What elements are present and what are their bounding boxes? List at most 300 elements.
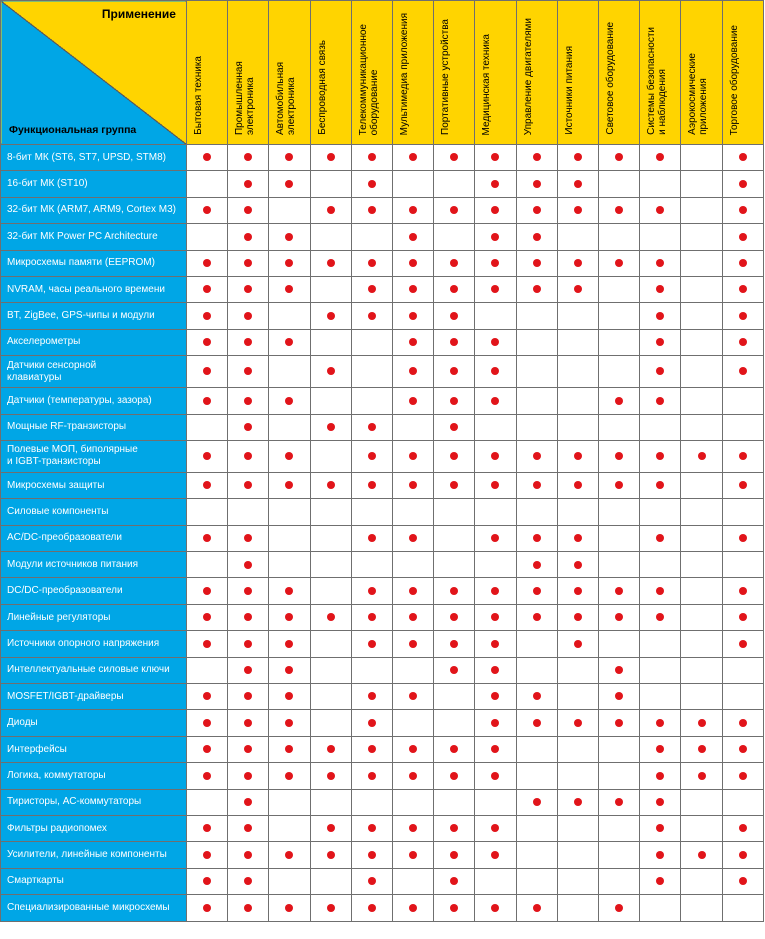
application-dot-icon — [739, 772, 747, 780]
matrix-cell — [228, 145, 269, 171]
application-dot-icon — [203, 312, 211, 320]
application-dot-icon — [491, 180, 499, 188]
matrix-cell — [392, 303, 433, 329]
matrix-cell — [681, 499, 722, 525]
matrix-cell — [434, 414, 475, 440]
table-row — [1, 145, 764, 171]
application-dot-icon — [327, 481, 335, 489]
application-dot-icon — [491, 534, 499, 542]
application-dot-icon — [739, 285, 747, 293]
matrix-cell — [392, 197, 433, 223]
column-header-label: Системы безопасности и наблюдения — [646, 27, 669, 135]
column-header — [681, 1, 722, 145]
matrix-cell — [516, 414, 557, 440]
application-dot-icon — [574, 561, 582, 569]
matrix-cell — [475, 440, 516, 472]
matrix-cell — [186, 684, 227, 710]
application-dot-icon — [533, 613, 541, 621]
table-row — [1, 356, 764, 388]
matrix-cell — [351, 763, 392, 789]
matrix-cell — [599, 895, 640, 921]
matrix-cell — [475, 631, 516, 657]
application-dot-icon — [656, 481, 664, 489]
matrix-cell — [557, 657, 598, 683]
matrix-cell — [269, 789, 310, 815]
matrix-cell — [640, 710, 681, 736]
matrix-cell — [599, 250, 640, 276]
column-header — [557, 1, 598, 145]
application-dot-icon — [491, 233, 499, 241]
matrix-cell — [475, 789, 516, 815]
matrix-cell — [516, 440, 557, 472]
row-label: Фильтры радиопомех — [1, 815, 187, 841]
matrix-cell — [351, 250, 392, 276]
row-label: 8-бит МК (ST6, ST7, UPSD, STM8) — [1, 145, 187, 171]
application-dot-icon — [368, 206, 376, 214]
application-dot-icon — [450, 153, 458, 161]
matrix-cell — [269, 815, 310, 841]
application-dot-icon — [656, 153, 664, 161]
application-dot-icon — [450, 745, 458, 753]
table-row — [1, 657, 764, 683]
matrix-cell — [351, 842, 392, 868]
application-dot-icon — [533, 233, 541, 241]
matrix-cell — [681, 552, 722, 578]
application-dot-icon — [368, 877, 376, 885]
application-dot-icon — [615, 904, 623, 912]
matrix-cell — [681, 440, 722, 472]
matrix-cell — [228, 631, 269, 657]
application-dot-icon — [368, 692, 376, 700]
application-dot-icon — [491, 772, 499, 780]
application-dot-icon — [327, 153, 335, 161]
matrix-cell — [269, 414, 310, 440]
matrix-cell — [681, 197, 722, 223]
application-dot-icon — [368, 851, 376, 859]
application-dot-icon — [533, 798, 541, 806]
application-dot-icon — [533, 719, 541, 727]
matrix-cell — [434, 631, 475, 657]
application-dot-icon — [450, 338, 458, 346]
table-row — [1, 250, 764, 276]
matrix-cell — [228, 250, 269, 276]
application-dot-icon — [285, 153, 293, 161]
application-dot-icon — [450, 312, 458, 320]
matrix-cell — [186, 303, 227, 329]
matrix-cell — [434, 356, 475, 388]
matrix-cell — [186, 763, 227, 789]
application-dot-icon — [615, 692, 623, 700]
matrix-cell — [557, 197, 598, 223]
matrix-cell — [228, 736, 269, 762]
matrix-cell — [434, 578, 475, 604]
table-row — [1, 525, 764, 551]
matrix-cell — [351, 171, 392, 197]
application-dot-icon — [203, 904, 211, 912]
table-row — [1, 440, 764, 472]
matrix-cell — [228, 895, 269, 921]
matrix-cell — [722, 684, 763, 710]
matrix-cell — [310, 224, 351, 250]
application-dot-icon — [203, 481, 211, 489]
application-dot-icon — [450, 877, 458, 885]
matrix-cell — [434, 388, 475, 414]
matrix-cell — [557, 578, 598, 604]
application-dot-icon — [409, 534, 417, 542]
matrix-cell — [475, 684, 516, 710]
matrix-cell — [557, 710, 598, 736]
matrix-cell — [557, 604, 598, 630]
matrix-cell — [310, 657, 351, 683]
application-dot-icon — [491, 851, 499, 859]
application-dot-icon — [491, 666, 499, 674]
matrix-cell — [269, 472, 310, 498]
matrix-cell — [186, 414, 227, 440]
application-dot-icon — [656, 877, 664, 885]
table-row — [1, 710, 764, 736]
application-dot-icon — [203, 877, 211, 885]
matrix-cell — [475, 388, 516, 414]
matrix-cell — [228, 789, 269, 815]
matrix-cell — [351, 525, 392, 551]
matrix-cell — [434, 868, 475, 894]
application-dot-icon — [656, 452, 664, 460]
matrix-cell — [269, 440, 310, 472]
application-dot-icon — [244, 397, 252, 405]
matrix-cell — [228, 710, 269, 736]
application-dot-icon — [698, 851, 706, 859]
matrix-cell — [516, 250, 557, 276]
matrix-cell — [475, 250, 516, 276]
application-dot-icon — [450, 851, 458, 859]
application-dot-icon — [244, 423, 252, 431]
matrix-cell — [310, 815, 351, 841]
column-header-label: Бытовая техника — [192, 56, 204, 135]
table-row — [1, 789, 764, 815]
matrix-cell — [228, 525, 269, 551]
row-label: Смарткарты — [1, 868, 187, 894]
matrix-cell — [186, 440, 227, 472]
matrix-cell — [392, 145, 433, 171]
application-dot-icon — [203, 153, 211, 161]
column-header-label: Промышленная электроника — [234, 61, 257, 135]
application-dot-icon — [285, 851, 293, 859]
matrix-cell — [516, 303, 557, 329]
application-dot-icon — [533, 206, 541, 214]
matrix-cell — [475, 303, 516, 329]
table-row — [1, 276, 764, 302]
matrix-cell — [516, 815, 557, 841]
application-dot-icon — [656, 772, 664, 780]
application-dot-icon — [203, 397, 211, 405]
application-dot-icon — [203, 338, 211, 346]
application-dot-icon — [739, 481, 747, 489]
matrix-cell — [681, 303, 722, 329]
matrix-cell — [516, 145, 557, 171]
application-dot-icon — [409, 745, 417, 753]
row-label: AC/DC-преобразователи — [1, 525, 187, 551]
application-dot-icon — [739, 534, 747, 542]
application-dot-icon — [739, 153, 747, 161]
matrix-cell — [351, 868, 392, 894]
matrix-cell — [599, 414, 640, 440]
matrix-cell — [392, 388, 433, 414]
application-dot-icon — [533, 534, 541, 542]
matrix-cell — [681, 145, 722, 171]
application-dot-icon — [327, 745, 335, 753]
matrix-cell — [434, 499, 475, 525]
application-dot-icon — [491, 285, 499, 293]
application-dot-icon — [409, 153, 417, 161]
application-dot-icon — [368, 259, 376, 267]
application-dot-icon — [203, 452, 211, 460]
matrix-cell — [392, 842, 433, 868]
matrix-cell — [351, 276, 392, 302]
row-label: Полевые МОП, биполярные и IGBT-транзисторы — [1, 440, 187, 472]
application-dot-icon — [244, 613, 252, 621]
matrix-cell — [722, 842, 763, 868]
column-header-label: Мультимедиа приложения — [398, 12, 410, 135]
matrix-cell — [434, 842, 475, 868]
row-label: Диоды — [1, 710, 187, 736]
matrix-cell — [475, 224, 516, 250]
table-row — [1, 895, 764, 921]
application-dot-icon — [203, 824, 211, 832]
matrix-cell — [516, 763, 557, 789]
matrix-cell — [351, 145, 392, 171]
matrix-cell — [434, 763, 475, 789]
matrix-cell — [310, 868, 351, 894]
row-label: 32-бит МК Power PC Architecture — [1, 224, 187, 250]
header-row — [1, 1, 764, 145]
matrix-cell — [557, 815, 598, 841]
matrix-cell — [310, 171, 351, 197]
matrix-cell — [599, 472, 640, 498]
matrix-cell — [681, 525, 722, 551]
application-dot-icon — [698, 452, 706, 460]
matrix-cell — [681, 171, 722, 197]
matrix-cell — [722, 815, 763, 841]
application-dot-icon — [244, 153, 252, 161]
application-dot-icon — [574, 285, 582, 293]
matrix-cell — [186, 276, 227, 302]
matrix-cell — [681, 224, 722, 250]
application-dot-icon — [450, 772, 458, 780]
matrix-cell — [475, 604, 516, 630]
matrix-cell — [640, 388, 681, 414]
matrix-cell — [640, 684, 681, 710]
matrix-cell — [269, 499, 310, 525]
matrix-cell — [722, 329, 763, 355]
application-dot-icon — [285, 666, 293, 674]
matrix-cell — [269, 868, 310, 894]
application-dot-icon — [327, 423, 335, 431]
matrix-cell — [351, 472, 392, 498]
application-dot-icon — [656, 285, 664, 293]
column-header-label: Торговое оборудование — [728, 24, 740, 135]
application-dot-icon — [244, 904, 252, 912]
application-dot-icon — [656, 851, 664, 859]
application-dot-icon — [244, 587, 252, 595]
matrix-cell — [557, 552, 598, 578]
application-dot-icon — [533, 180, 541, 188]
application-dot-icon — [203, 534, 211, 542]
application-dot-icon — [244, 640, 252, 648]
matrix-cell — [516, 684, 557, 710]
matrix-cell — [392, 552, 433, 578]
matrix-cell — [475, 197, 516, 223]
matrix-cell — [392, 815, 433, 841]
table-row — [1, 171, 764, 197]
table-row — [1, 604, 764, 630]
matrix-cell — [186, 815, 227, 841]
matrix-cell — [269, 895, 310, 921]
application-dot-icon — [409, 259, 417, 267]
matrix-cell — [599, 440, 640, 472]
matrix-cell — [228, 276, 269, 302]
matrix-cell — [392, 578, 433, 604]
row-label: 16-бит МК (ST10) — [1, 171, 187, 197]
row-label: Линейные регуляторы — [1, 604, 187, 630]
table-row — [1, 224, 764, 250]
application-dot-icon — [409, 397, 417, 405]
application-dot-icon — [285, 338, 293, 346]
matrix-cell — [475, 329, 516, 355]
matrix-cell — [186, 868, 227, 894]
application-dot-icon — [368, 904, 376, 912]
matrix-cell — [310, 578, 351, 604]
corner-header-cell — [1, 1, 187, 145]
matrix-cell — [599, 842, 640, 868]
application-dot-icon — [450, 206, 458, 214]
matrix-cell — [722, 789, 763, 815]
application-dot-icon — [450, 640, 458, 648]
matrix-cell — [186, 736, 227, 762]
column-header — [434, 1, 475, 145]
application-dot-icon — [368, 153, 376, 161]
application-dot-icon — [409, 613, 417, 621]
application-dot-icon — [285, 719, 293, 727]
matrix-cell — [434, 197, 475, 223]
matrix-cell — [475, 414, 516, 440]
row-label: 32-бит МК (ARM7, ARM9, Cortex M3) — [1, 197, 187, 223]
matrix-cell — [681, 250, 722, 276]
application-dot-icon — [244, 452, 252, 460]
matrix-cell — [434, 145, 475, 171]
application-dot-icon — [368, 481, 376, 489]
matrix-cell — [557, 895, 598, 921]
matrix-cell — [351, 303, 392, 329]
application-dot-icon — [739, 180, 747, 188]
matrix-cell — [228, 356, 269, 388]
application-dot-icon — [409, 640, 417, 648]
matrix-cell — [310, 329, 351, 355]
matrix-cell — [722, 631, 763, 657]
application-dot-icon — [491, 904, 499, 912]
table-row — [1, 388, 764, 414]
matrix-cell — [599, 276, 640, 302]
matrix-cell — [434, 171, 475, 197]
application-dot-icon — [574, 153, 582, 161]
row-label: Датчики (температуры, зазора) — [1, 388, 187, 414]
application-dot-icon — [615, 259, 623, 267]
matrix-cell — [351, 789, 392, 815]
column-header-label: Медицинская техника — [481, 33, 493, 135]
matrix-cell — [351, 197, 392, 223]
application-dot-icon — [533, 259, 541, 267]
application-dot-icon — [368, 312, 376, 320]
application-dot-icon — [285, 233, 293, 241]
matrix-cell — [475, 552, 516, 578]
matrix-cell — [557, 789, 598, 815]
application-dot-icon — [533, 285, 541, 293]
table-row — [1, 303, 764, 329]
matrix-cell — [640, 604, 681, 630]
row-label: MOSFET/IGBT-драйверы — [1, 684, 187, 710]
column-header-label: Световое оборудование — [605, 22, 616, 135]
matrix-cell — [228, 657, 269, 683]
matrix-cell — [640, 171, 681, 197]
matrix-cell — [599, 171, 640, 197]
matrix-cell — [516, 710, 557, 736]
matrix-cell — [599, 710, 640, 736]
matrix-cell — [516, 578, 557, 604]
matrix-cell — [392, 657, 433, 683]
matrix-cell — [681, 895, 722, 921]
table-row — [1, 197, 764, 223]
application-dot-icon — [615, 587, 623, 595]
matrix-cell — [599, 868, 640, 894]
matrix-cell — [351, 657, 392, 683]
application-dot-icon — [368, 285, 376, 293]
matrix-cell — [640, 329, 681, 355]
matrix-cell — [681, 763, 722, 789]
table-row — [1, 552, 764, 578]
application-dot-icon — [409, 904, 417, 912]
matrix-cell — [516, 329, 557, 355]
matrix-cell — [557, 440, 598, 472]
application-dot-icon — [574, 613, 582, 621]
application-dot-icon — [656, 367, 664, 375]
row-label: NVRAM, часы реального времени — [1, 276, 187, 302]
matrix-cell — [722, 736, 763, 762]
application-dot-icon — [450, 259, 458, 267]
application-dot-icon — [368, 452, 376, 460]
matrix-cell — [434, 684, 475, 710]
row-label: Тиристоры, АС-коммутаторы — [1, 789, 187, 815]
matrix-cell — [640, 250, 681, 276]
matrix-cell — [681, 631, 722, 657]
matrix-cell — [392, 789, 433, 815]
row-label: Логика, коммутаторы — [1, 763, 187, 789]
matrix-cell — [310, 388, 351, 414]
application-dot-icon — [244, 692, 252, 700]
application-dot-icon — [244, 772, 252, 780]
matrix-cell — [516, 604, 557, 630]
matrix-cell — [516, 657, 557, 683]
application-dot-icon — [656, 259, 664, 267]
matrix-cell — [186, 388, 227, 414]
application-dot-icon — [368, 772, 376, 780]
matrix-cell — [228, 197, 269, 223]
matrix-cell — [475, 525, 516, 551]
matrix-cell — [599, 388, 640, 414]
application-dot-icon — [450, 904, 458, 912]
application-dot-icon — [409, 824, 417, 832]
application-dot-icon — [203, 851, 211, 859]
matrix-cell — [269, 684, 310, 710]
row-label: Микросхемы памяти (EEPROM) — [1, 250, 187, 276]
